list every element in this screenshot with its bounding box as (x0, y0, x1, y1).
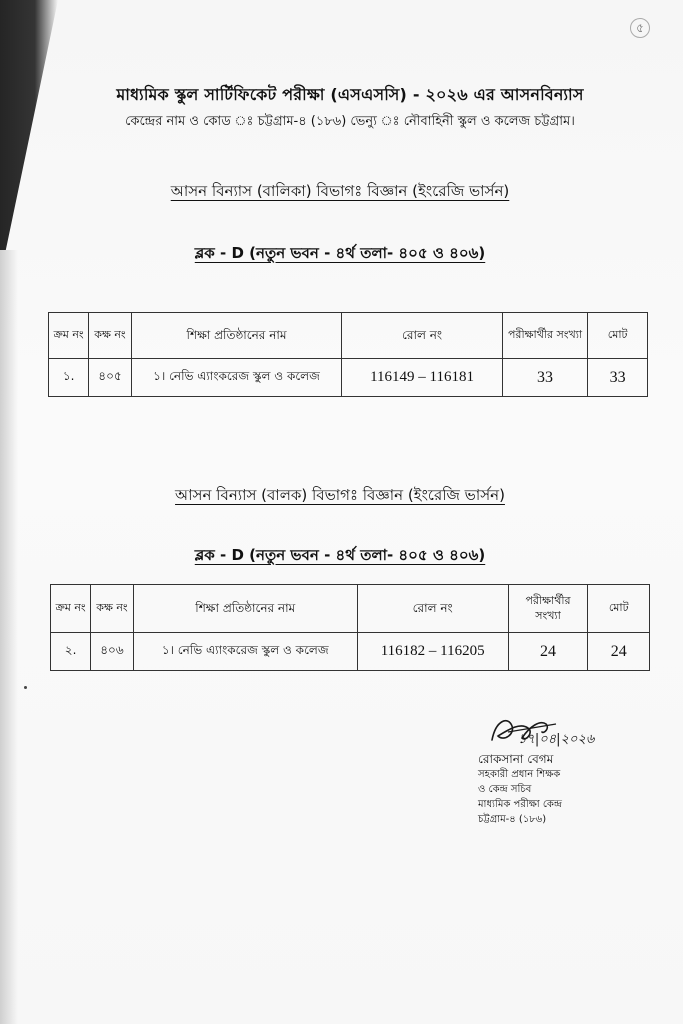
page-number: ৫ (630, 18, 650, 38)
center-code: চট্টগ্রাম-৪ (১৮৬) (478, 814, 547, 825)
cell-room: ৪০৫ (89, 359, 131, 397)
exam-center: মাধ্যমিক পরীক্ষা কেন্দ্র (478, 799, 563, 810)
col-roll: রোল নং (342, 313, 502, 359)
page-edge-fade (0, 250, 18, 1024)
signatory-role: ও কেন্দ্র সচিব (478, 784, 532, 795)
col-examinees: পরীক্ষার্থীর সংখ্যা (502, 313, 588, 359)
col-institution: শিক্ষা প্রতিষ্ঠানের নাম (133, 585, 357, 633)
col-serial: ক্রম নং (51, 585, 91, 633)
signature-date: ১৭|০৪|২০২৬ (518, 732, 595, 747)
cell-room: ৪০৬ (91, 633, 133, 671)
col-serial: ক্রম নং (49, 313, 89, 359)
document-title: মাধ্যমিক স্কুল সার্টিফিকেট পরীক্ষা (এসএসসি) - ২০২৬ এর আসনবিন্যাস (116, 85, 584, 104)
cell-roll: 116149 – 116181 (342, 359, 502, 397)
col-room: কক্ষ নং (89, 313, 131, 359)
block-heading-girls: ব্লক - D (নতুন ভবন - ৪র্থ তলা- ৪০৫ ও ৪০৬) (194, 244, 486, 262)
speck (24, 686, 27, 689)
col-total: মোট (588, 585, 650, 633)
seat-table-boys (50, 584, 650, 671)
cell-serial: ১. (49, 359, 89, 397)
block-heading-boys: ব্লক - D (নতুন ভবন - ৪র্থ তলা- ৪০৫ ও ৪০৬) (194, 546, 486, 564)
col-institution: শিক্ষা প্রতিষ্ঠানের নাম (131, 313, 342, 359)
cell-roll: 116182 – 116205 (357, 633, 508, 671)
signatory-designation: সহকারী প্রধান শিক্ষক (478, 769, 561, 780)
signatory-name: রোকসানা বেগম (478, 752, 554, 766)
cell-institution: ১। নেভি এ্যাংকরেজ স্কুল ও কলেজ (131, 359, 342, 397)
table-row (49, 359, 648, 397)
seat-table-girls (48, 312, 648, 397)
cell-total: 33 (588, 359, 648, 397)
cell-examinees: 24 (508, 633, 588, 671)
signature-block (478, 712, 658, 832)
document-subtitle: কেন্দ্রের নাম ও কোড ঃ চট্টগ্রাম-৪ (১৮৬) ভেন্যু ঃ নৌবাহিনী স্কুল ও কলেজ চট্টগ্রাম। (125, 114, 575, 129)
col-roll: রোল নং (357, 585, 508, 633)
col-room: কক্ষ নং (91, 585, 133, 633)
section-heading-boys: আসন বিন্যাস (বালক) বিভাগঃ বিজ্ঞান (ইংরেজি ভার্সন) (175, 486, 505, 504)
signature-stamp (478, 752, 562, 827)
section-heading-girls: আসন বিন্যাস (বালিকা) বিভাগঃ বিজ্ঞান (ইংরেজি ভার্সন) (170, 182, 510, 200)
cell-serial: ২. (51, 633, 91, 671)
table-row (51, 633, 650, 671)
table-header-row (49, 313, 648, 359)
cell-examinees: 33 (502, 359, 588, 397)
cell-total: 24 (588, 633, 650, 671)
col-examinees: পরীক্ষার্থীর সংখ্যা (508, 585, 588, 633)
col-total: মোট (588, 313, 648, 359)
cell-institution: ১। নেভি এ্যাংকরেজ স্কুল ও কলেজ (133, 633, 357, 671)
page-edge-shadow (0, 0, 58, 250)
table-header-row (51, 585, 650, 633)
